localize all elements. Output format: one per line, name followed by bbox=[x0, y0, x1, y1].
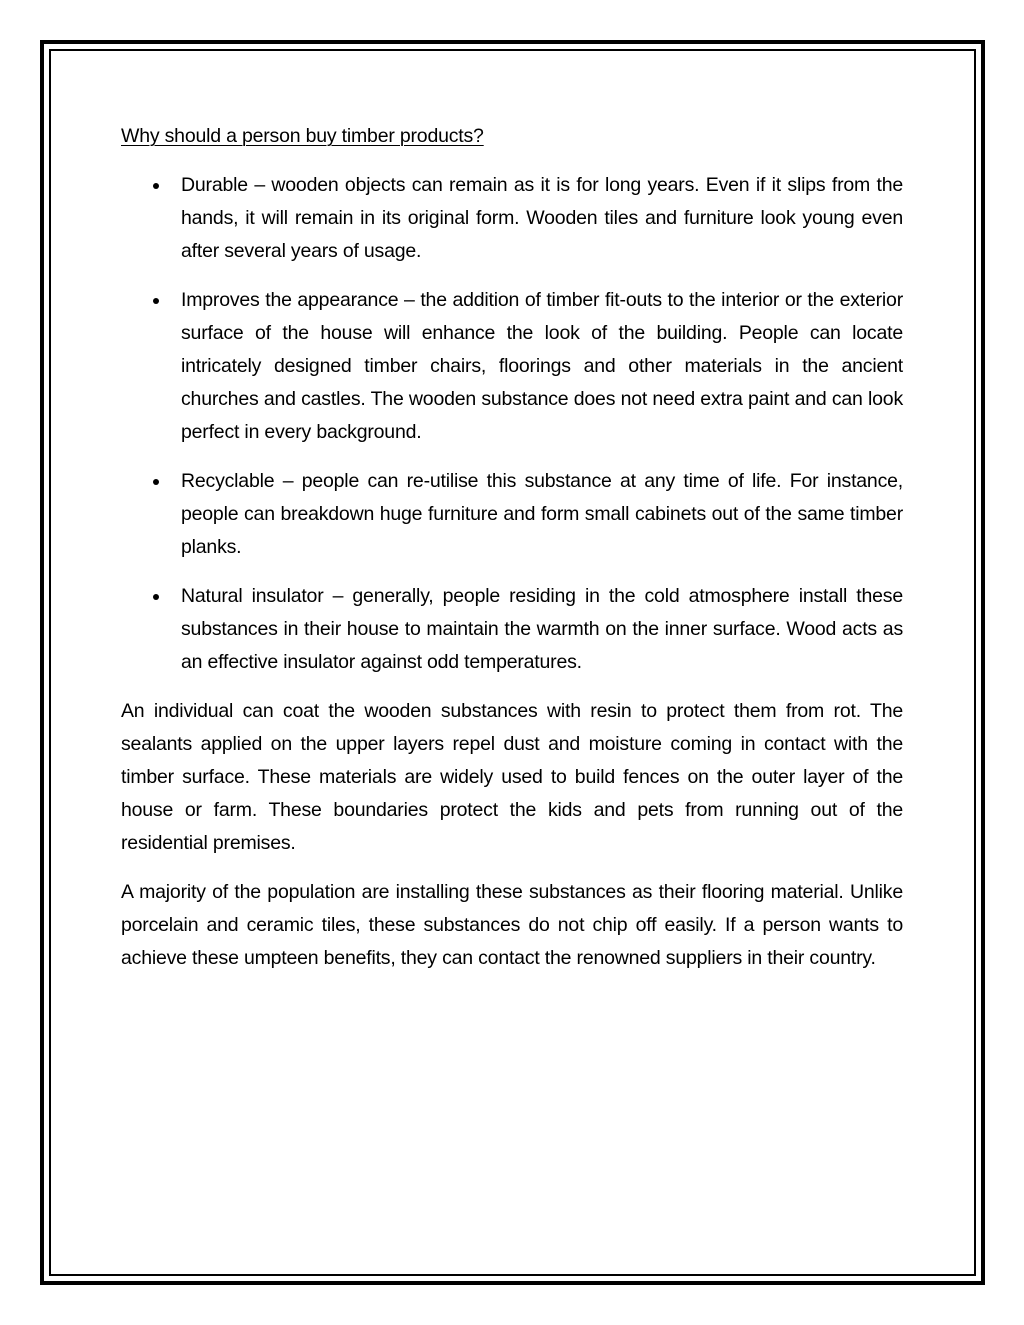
bullet-icon bbox=[153, 594, 159, 600]
body-paragraph: A majority of the population are installing these substances as their flooring material. Unlike porcelain and ceramic tiles, these substances do not chip off easily. If a person wants to achieve these umpteen benefits, they can contact the renowned suppliers in their country. bbox=[121, 881, 903, 969]
document-body bbox=[121, 120, 903, 991]
list-item-text: Recyclable – people can re-utilise this substance at any time of life. For instance, people can breakdown huge furniture and form small cabinets out of the same timber planks. bbox=[181, 470, 903, 558]
list-item bbox=[121, 580, 903, 679]
body-paragraph: An individual can coat the wooden substances with resin to protect them from rot. The sealants applied on the upper layers repel dust and moisture coming in contact with the timber surface. These materials are widely used to build fences on the outer layer of the house or farm. These boundaries protect the kids and pets from running out of the residential premises. bbox=[121, 700, 903, 854]
section-heading: Why should a person buy timber products? bbox=[121, 125, 484, 147]
list-item-text: Improves the appearance – the addition of timber fit-outs to the interior or the exterior surface of the house will enhance the look of the building. People can locate intricately designed timber chairs, floorings and other materials in the ancient churches and castles. The wooden substance does not need extra paint and can look perfect in every background. bbox=[181, 289, 903, 443]
list-item bbox=[121, 284, 903, 449]
list-item-text: Natural insulator – generally, people residing in the cold atmosphere install these substances in their house to maintain the warmth on the inner surface. Wood acts as an effective insulator against odd temperatures. bbox=[181, 585, 903, 673]
list-item bbox=[121, 465, 903, 564]
list-item bbox=[121, 169, 903, 268]
bullet-icon bbox=[153, 298, 159, 304]
benefits-list bbox=[121, 169, 903, 679]
bullet-icon bbox=[153, 183, 159, 189]
list-item-text: Durable – wooden objects can remain as it is for long years. Even if it slips from the hands, it will remain in its original form. Wooden tiles and furniture look young even after several years of usage. bbox=[181, 174, 903, 262]
bullet-icon bbox=[153, 479, 159, 485]
